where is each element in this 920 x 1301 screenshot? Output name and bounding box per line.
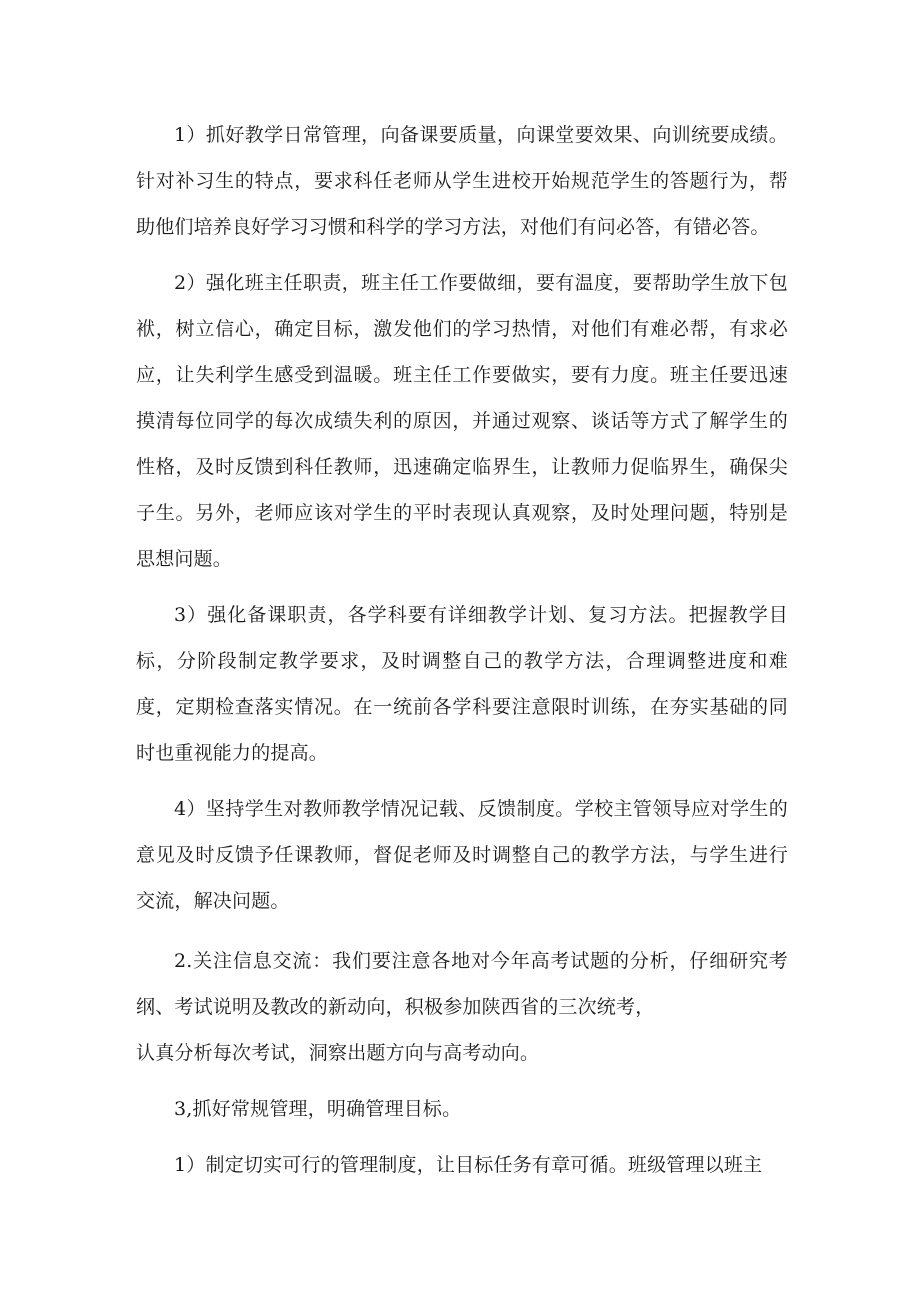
paragraph-head-teacher-duties: 2）强化班主任职责，班主任工作要做细，要有温度，要帮助学生放下包袱，树立信心，确定目标，激发他们的学习热情，对他们有难必帮，有求必应，让失利学生感受到温暖。班主任工作要做实，要有力度。班主任要迅速摸清每位同学的每次成绩失利的原因，并通过观察、谈话等方式了解学生的性格，及时反馈到科任教师，迅速确定临界生，让教师力促临界生，确保尖子生。另外，老师应该对学生的平时表现认真观察，及时处理问题，特别是思想问题。 <box>136 272 788 570</box>
paragraph-routine-management-heading: 3,抓好常规管理，明确管理目标。 <box>174 1098 462 1120</box>
paragraph-management-system: 1）制定切实可行的管理制度，让目标任务有章可循。班级管理以班主 <box>174 1154 763 1176</box>
paragraph-feedback-system: 4）坚持学生对教师教学情况记载、反馈制度。学校主管领导应对学生的意见及时反馈予任课教师，督促老师及时调整自己的教学方法，与学生进行交流，解决问题。 <box>136 798 788 912</box>
paragraph-lesson-preparation: 3）强化备课职责，各学科要有详细教学计划、复习方法。把握教学目标，分阶段制定教学要求，及时调整自己的教学方法，合理调整进度和难度，定期检查落实情况。在一统前各学科要注意限时训练，在夯实基础的同时也重视能力的提高。 <box>136 604 788 764</box>
paragraph-teaching-management: 1）抓好教学日常管理，向备课要质量，向课堂要效果、向训统要成绩。针对补习生的特点，要求科任老师从学生进校开始规范学生的答题行为，帮助他们培养良好学习习惯和科学的学习方法，对他们有问必答，有错必答。 <box>136 124 788 238</box>
paragraph-information-exchange-continued: 认真分析每次考试，洞察出题方向与高考动向。 <box>136 1042 540 1064</box>
paragraph-information-exchange: 2.关注信息交流：我们要注意各地对今年高考试题的分析，仔细研究考纲、考试说明及教改的新动向，积极参加陕西省的三次统考， <box>136 950 788 1018</box>
document-page <box>136 112 788 1188</box>
